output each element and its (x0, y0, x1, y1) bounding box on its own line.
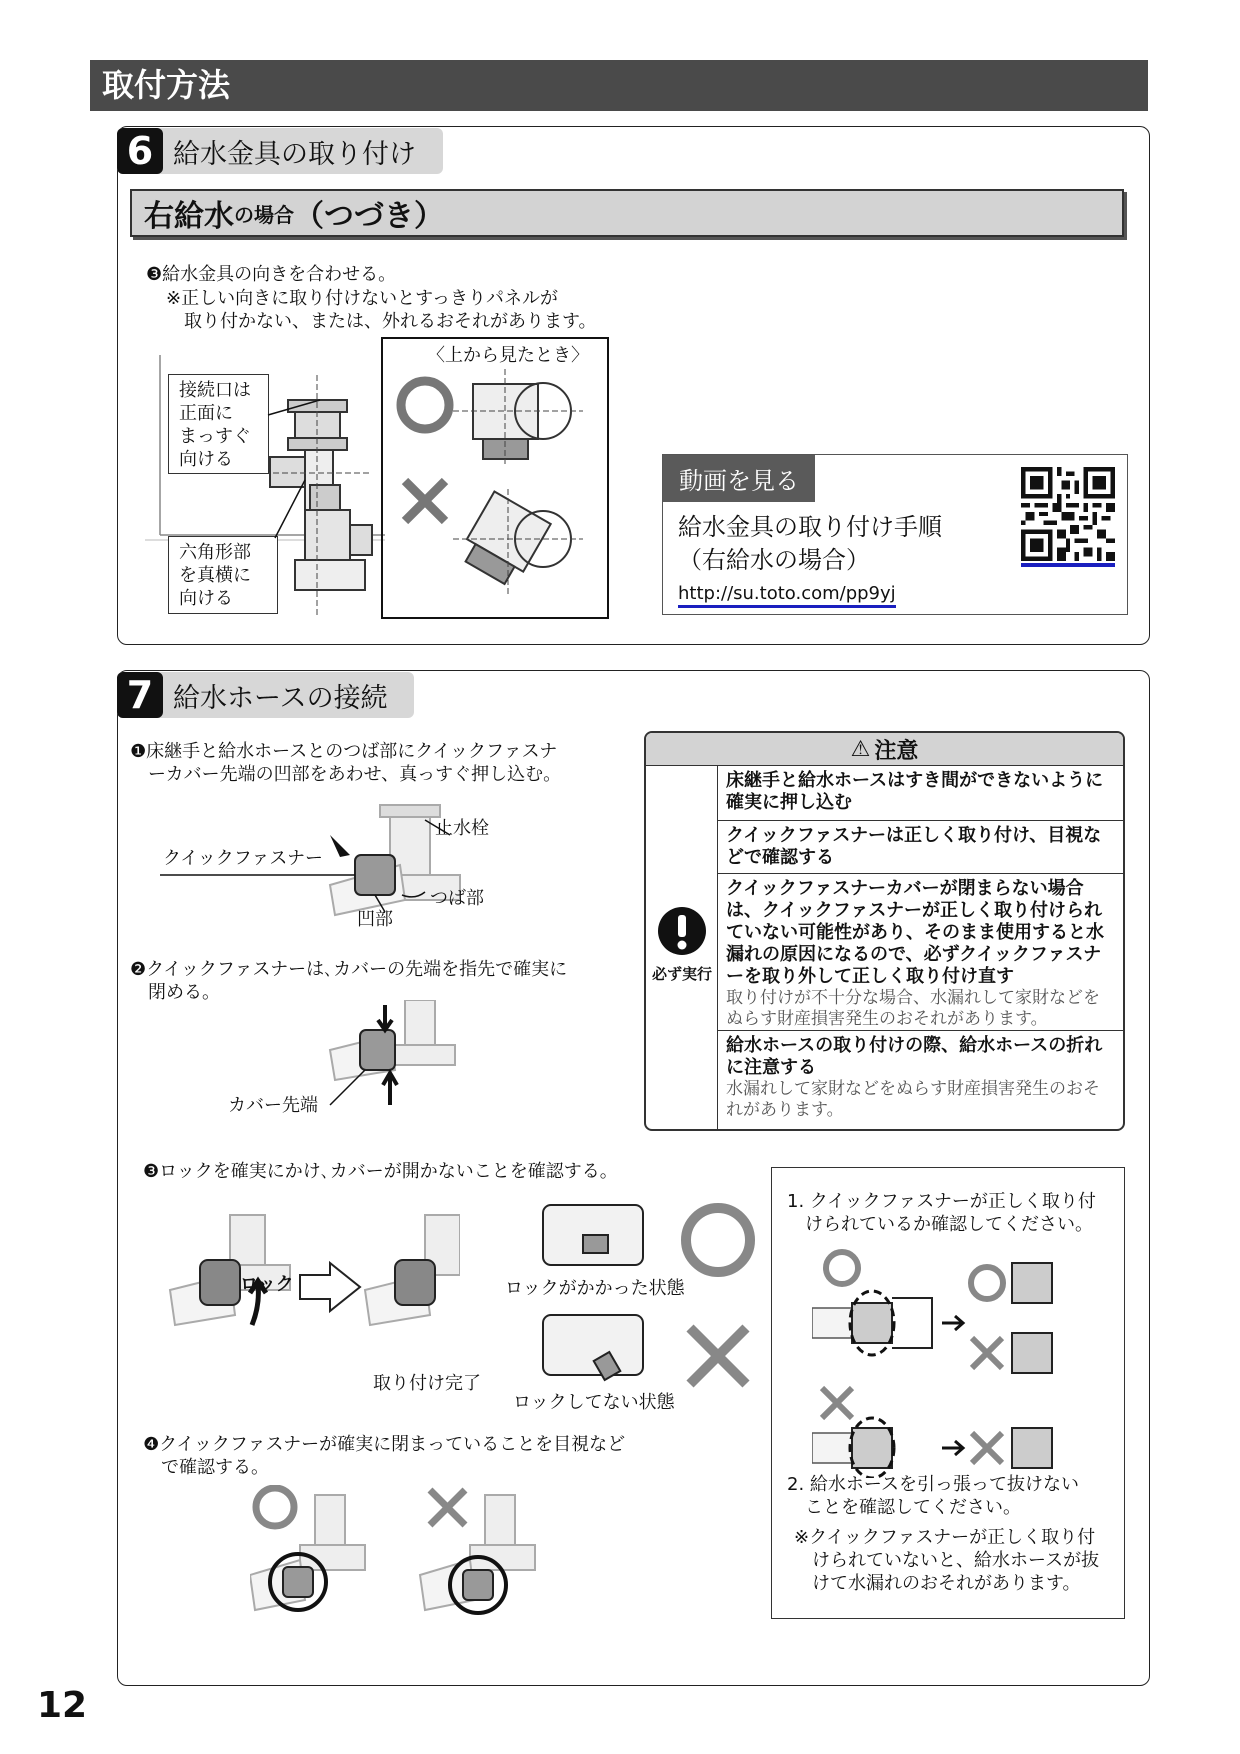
step7-heading (117, 672, 414, 718)
caution-row-text: クイックファスナーカバーが閉まらない場合は、クイックファスナーが正しく取り付けられていない可能性があり、そのまま使用すると水漏れの原因になるので、必ずクイックファスナーを取り外して正しく取り付け直す (726, 878, 1104, 987)
top-view-caption: 〈上から見たとき〉 (427, 345, 589, 366)
correct-circle-icon (256, 1488, 294, 1526)
checklist-box (771, 1167, 1125, 1619)
wrong-cross-icon (822, 1388, 852, 1418)
step7-instruction-4: ❹クイックファスナーが確実に閉まっていることを目視など で確認する。 (143, 1434, 626, 1478)
qr-code-icon[interactable] (1021, 467, 1115, 561)
step6-note: ※正しい向きに取り付けないとすっきりパネルが 取り付かない、または、外れるおそれがあります。 (166, 288, 597, 332)
caution-row-text: クイックファスナーは正しく取り付け、目視などで確認する (726, 825, 1102, 868)
correct-circle-icon (401, 381, 449, 429)
caution-row-note: 取り付けが不十分な場合、水漏れして家財などをぬらす財産損害発生のおそれがあります。 (726, 988, 1100, 1029)
label-tsuba: つば部 (430, 888, 484, 909)
video-title: 給水金具の取り付け手順 （右給水の場合） (678, 513, 942, 574)
subheading-main: 右給水 (144, 199, 234, 234)
checklist-illustration (812, 1248, 1102, 1478)
caution-row-text: 床継手と給水ホースはすき間ができないように確実に押し込む (726, 770, 1104, 813)
lock-steps-illustration (160, 1195, 460, 1355)
page-section-header: 取付方法 (90, 60, 1148, 111)
caution-row (718, 1031, 1123, 1131)
step7-number: 7 (117, 672, 163, 718)
video-link-box (662, 454, 1128, 615)
lock-state-illustration (538, 1200, 763, 1400)
top-view-panel (381, 337, 609, 619)
step7-instruction-1: ❶床継手と給水ホースとのつば部にクイックファスナ ーカバー先端の凹部をあわせ、真っすぐ押し込む。 (130, 741, 562, 785)
label-cover-tip: カバー先端 (228, 1095, 318, 1116)
must-do-label: 必ず実行 (651, 965, 712, 983)
subheading-cont: （つづき） (294, 199, 444, 234)
step6-instruction (146, 263, 396, 286)
step6-number: 6 (117, 128, 163, 174)
instruction-marker: ❸ (146, 264, 163, 285)
step7-instruction-3: ❸ロックを確実にかけ､カバーが開かないことを確認する。 (143, 1161, 618, 1182)
step7-title: 給水ホースの接続 (173, 682, 388, 714)
label-connection-port: 接続口は 正面に まっすぐ 向ける (168, 374, 269, 474)
checklist-item-1: 1. クイックファスナーが正しく取り付 けられているか確認してください。 (787, 1191, 1096, 1235)
caution-row-text: 給水ホースの取り付けの際、給水ホースの折れに注意する (726, 1035, 1103, 1078)
correct-circle-icon (826, 1252, 858, 1284)
step6-subheading (130, 189, 1124, 237)
page-number: 12 (37, 1685, 88, 1726)
checklist-note: ※クイックファスナーが正しく取り付 けられていないと、給水ホースが抜 けて水漏れのおそれがあります。 (794, 1527, 1100, 1594)
wrong-cross-icon (972, 1338, 1002, 1368)
visual-check-illustration (250, 1485, 540, 1635)
label-unlocked-state: ロックしてない状態 (513, 1392, 675, 1413)
label-recess: 凹部 (357, 909, 393, 930)
step6-title: 給水金具の取り付け (173, 138, 416, 170)
instruction-text: 給水金具の向きを合わせる。 (162, 264, 397, 285)
wrong-cross-icon (430, 1490, 465, 1525)
caution-row (718, 821, 1123, 874)
mandatory-action-icon (657, 906, 707, 956)
caution-rows (718, 766, 1123, 1131)
top-view-illustration (383, 339, 607, 617)
label-hex-part: 六角形部 を真横に 向ける (168, 536, 278, 614)
leader-lines (230, 370, 390, 550)
label-stopcock: 止水栓 (435, 818, 489, 839)
correct-circle-icon (686, 1208, 750, 1272)
checklist-item-2: 2. 給水ホースを引っ張って抜けない ことを確認してください。 (787, 1474, 1079, 1518)
caution-header (646, 733, 1123, 766)
wrong-cross-icon (405, 481, 445, 521)
fastener-close-illustration (310, 1000, 460, 1120)
wrong-cross-icon (690, 1328, 746, 1384)
label-locked-state: ロックがかかった状態 (505, 1278, 685, 1299)
video-url-link[interactable]: http://su.toto.com/pp9yj (678, 583, 896, 608)
correct-circle-icon (971, 1267, 1003, 1299)
video-tag: 動画を見る (663, 455, 815, 502)
qr-underline (1021, 563, 1115, 567)
caution-title: 注意 (874, 738, 919, 764)
caution-row (718, 874, 1123, 1031)
step7-instruction-2: ❷クイックファスナーは､カバーの先端を指先で確実に 閉める。 (130, 959, 568, 1003)
step6-heading (117, 128, 443, 174)
label-quick-fastener: クイックファスナー (163, 848, 324, 869)
caution-row-note: 水漏れして家財などをぬらす財産損害発生のおそれがあります。 (726, 1079, 1100, 1120)
caution-left-column (646, 766, 718, 1131)
warning-triangle-icon: ⚠ (850, 736, 871, 762)
subheading-small: の場合 (234, 202, 294, 227)
label-install-complete: 取り付け完了 (373, 1373, 481, 1394)
caution-row (718, 766, 1123, 821)
label-lock: ロック (240, 1274, 294, 1295)
wrong-cross-icon (972, 1433, 1002, 1463)
caution-table (644, 731, 1125, 1131)
